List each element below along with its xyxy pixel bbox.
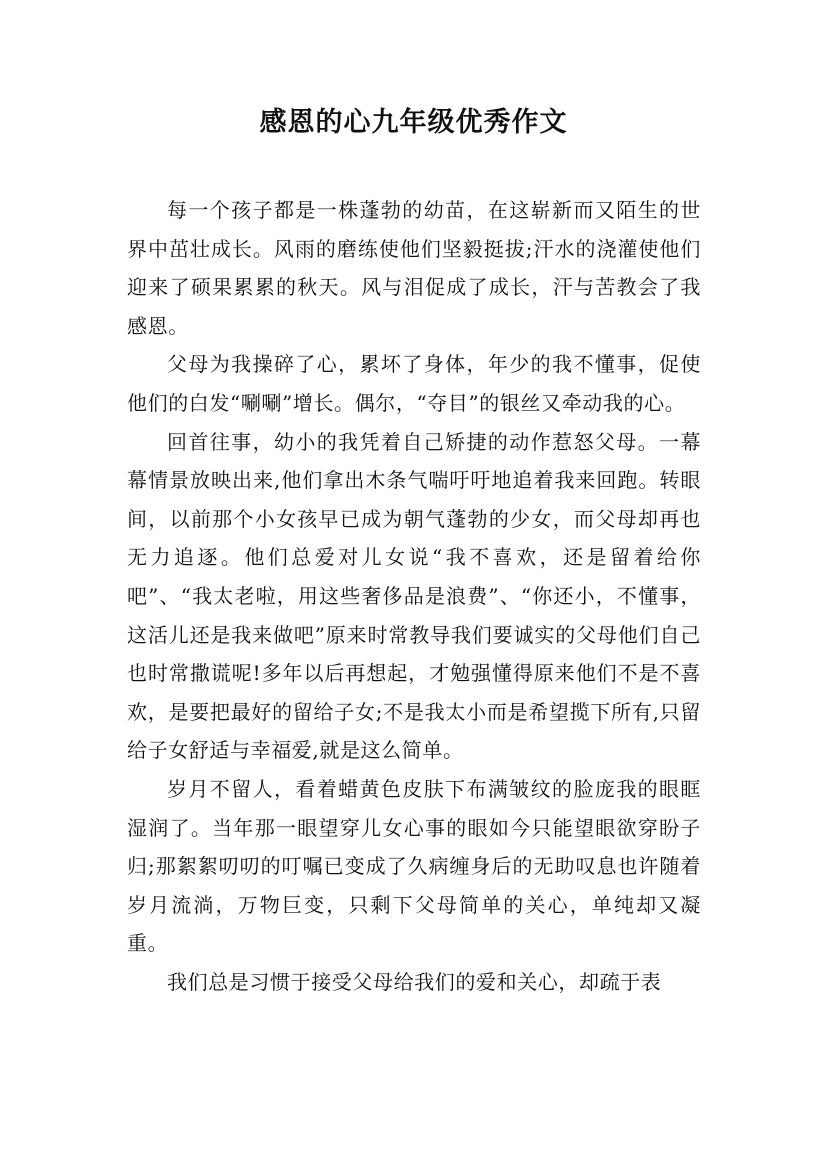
paragraph-2: 父母为我操碎了心，累坏了身体，年少的我不懂事，促使他们的白发“唰唰”增长。偶尔，“夺目”的银丝又牵动我的心。	[127, 352, 701, 415]
paragraph-3: 回首往事，幼小的我凭着自己矫捷的动作惹怒父母。一幕幕情景放映出来,他们拿出木条气喘吁吁地追着我来回跑。转眼间，以前那个小女孩早已成为朝气蓬勃的少女，而父母却再也无力追逐。他们总爱对儿女说“我不喜欢，还是留着给你吧”、“我太老啦，用这些奢侈品是浪费”、“你还小，不懂事，这活儿还是我来做吧”原来时常教导我们要诚实的父母他们自己也时常撒谎呢!多年以后再想起，才勉强懂得原来他们不是不喜欢，是要把最好的留给子女;不是我太小而是希望揽下所有,只留给子女舒适与幸福爱,就是这么简单。	[127, 429, 701, 763]
document-title: 感恩的心九年级优秀作文	[259, 107, 568, 138]
paragraph-4: 岁月不留人，看着蜡黄色皮肤下布满皱纹的脸庞我的眼眶湿润了。当年那一眼望穿儿女心事的眼如今只能望眼欲穿盼子归;那絮絮叨叨的叮嘱已变成了久病缠身后的无助叹息也许随着岁月流淌，万物巨变，只剩下父母简单的关心，单纯却又凝重。	[127, 776, 701, 956]
paragraph-5: 我们总是习惯于接受父母给我们的爱和关心，却疏于表	[167, 969, 662, 994]
document-body	[127, 191, 701, 1001]
paragraph-1: 每一个孩子都是一株蓬勃的幼苗，在这崭新而又陌生的世界中茁壮成长。风雨的磨练使他们坚毅挺拔;汗水的浇灌使他们迎来了硕果累累的秋天。风与泪促成了成长，汗与苦教会了我感恩。	[127, 198, 701, 338]
